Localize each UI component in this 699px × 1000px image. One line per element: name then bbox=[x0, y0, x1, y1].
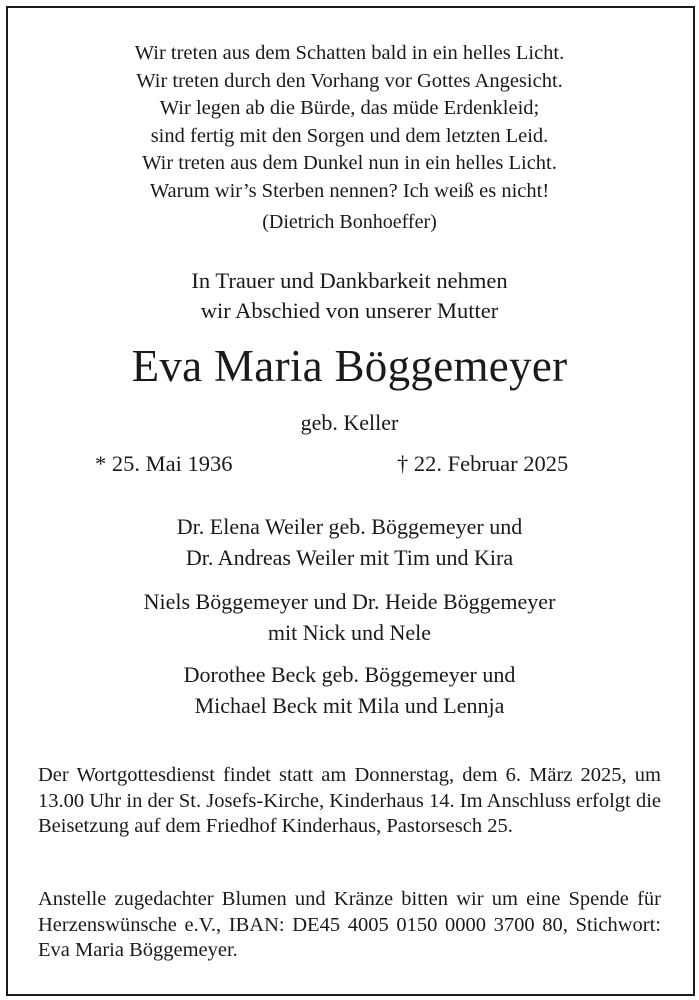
poem-line: Warum wir’s Sterben nennen? Ich weiß es nicht! bbox=[149, 179, 550, 202]
family-group bbox=[0, 659, 699, 721]
poem-line: Wir legen ab die Bürde, das müde Erdenkleid; bbox=[159, 97, 540, 119]
family-line: mit Nick und Nele bbox=[267, 620, 432, 645]
family-line: Michael Beck mit Mila und Lennja bbox=[194, 693, 505, 718]
intro-line: wir Abschied von unserer Mutter bbox=[200, 298, 499, 323]
family-line: Dorothee Beck geb. Böggemeyer und bbox=[183, 662, 516, 687]
poem-line: Wir treten durch den Vorhang vor Gottes Angesicht. bbox=[136, 69, 563, 92]
death-date: † 22. Februar 2025 bbox=[397, 451, 569, 476]
poem-line: Wir treten aus dem Dunkel nun in ein helles Licht. bbox=[142, 152, 557, 174]
intro-text bbox=[0, 266, 699, 326]
family-line: Niels Böggemeyer und Dr. Heide Böggemeyer bbox=[143, 589, 556, 614]
maiden-name: geb. Keller bbox=[300, 410, 399, 435]
family-line: Dr. Elena Weiler geb. Böggemeyer und bbox=[176, 514, 523, 539]
donation-info: Anstelle zugedachter Blumen und Kränze bitten wir um eine Spende für Herzenswünsche e.V., IBAN: DE45 4005 0150 0000 3700 80, Stichwort: Eva Maria Böggemeyer. bbox=[38, 888, 661, 962]
family-group bbox=[0, 511, 699, 573]
poem-line: Wir treten aus dem Schatten bald in ein helles Licht. bbox=[134, 42, 565, 64]
birth-date: * 25. Mai 1936 bbox=[95, 451, 233, 476]
deceased-name: Eva Maria Böggemeyer bbox=[131, 341, 568, 391]
family-line: Dr. Andreas Weiler mit Tim und Kira bbox=[185, 545, 514, 570]
service-info: Der Wortgottesdienst findet statt am Donnerstag, dem 6. März 2025, um 13.00 Uhr in der St. Josefs-Kirche, Kinderhaus 14. Im Anschluss erfolgt die Beisetzung auf dem Friedhof Kinderhaus, Pastorsesch 25. bbox=[38, 764, 661, 838]
poem bbox=[0, 40, 699, 205]
poem-line: sind fertig mit den Sorgen und dem letzten Leid. bbox=[150, 124, 549, 147]
poem-author: (Dietrich Bonhoeffer) bbox=[262, 211, 437, 233]
family-group bbox=[0, 586, 699, 648]
intro-line: In Trauer und Dankbarkeit nehmen bbox=[191, 268, 508, 293]
